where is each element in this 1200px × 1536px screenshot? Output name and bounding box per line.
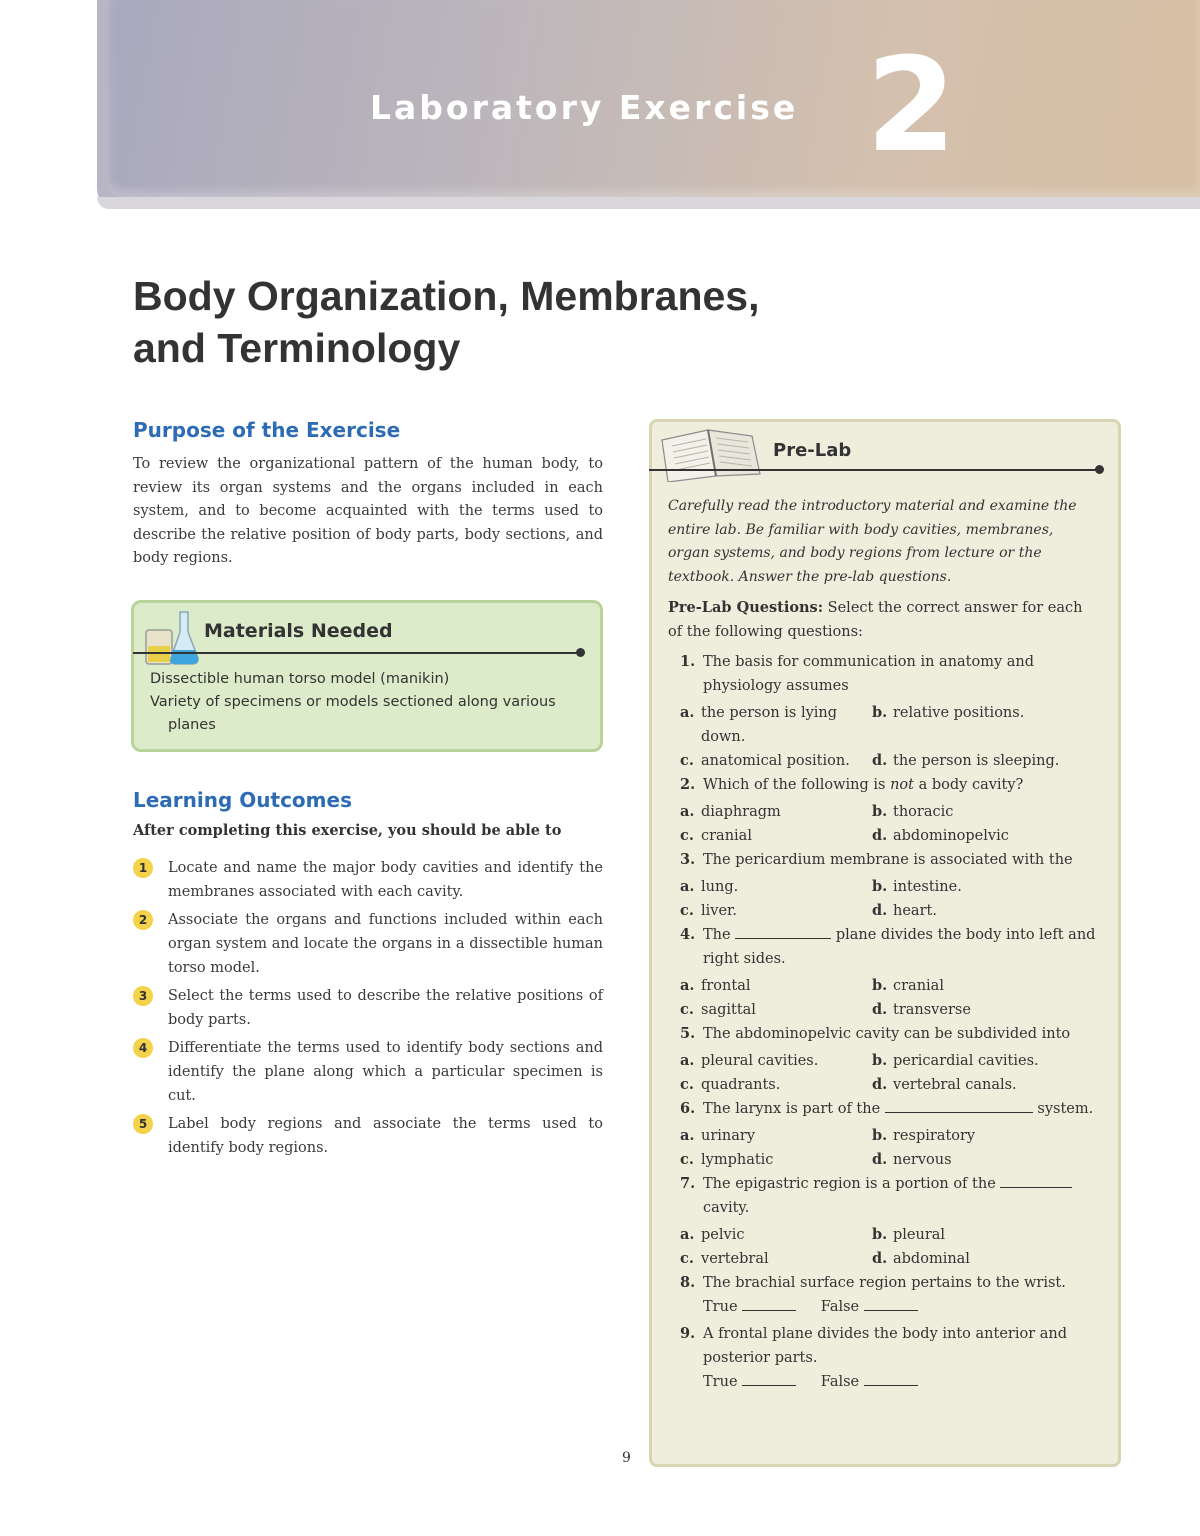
question-text: The brachial surface region pertains to the wrist. [703,1275,1066,1291]
question-item [668,848,1108,872]
option-letter: d. [872,1001,888,1018]
outcome-item [133,984,603,1032]
fill-in-blank[interactable] [885,1098,1033,1113]
fill-in-blank[interactable] [1000,1173,1072,1188]
learning-outcomes-list [133,856,603,1164]
outcome-text: Locate and name the major body cavities and identify the membranes associated with each cavity. [168,860,603,900]
option-text: pleural cavities. [701,1053,819,1069]
question-options [668,800,1108,848]
answer-option[interactable] [680,899,872,923]
question-text: Which of the following is [703,777,891,793]
option-letter: a. [680,704,695,721]
answer-option[interactable] [872,899,1072,923]
answer-option[interactable] [872,824,1072,848]
outcome-text: Differentiate the terms used to identify body sections and identify the plane along which a particular specimen is cut. [168,1040,603,1104]
lab-exercise-label: Laboratory Exercise [370,88,799,127]
outcome-number-badge: 2 [133,910,153,930]
option-text: pericardial cavities. [893,1053,1039,1069]
option-letter: a. [680,1127,695,1144]
option-letter: d. [872,827,888,844]
question-number: 3. [680,851,696,868]
question-item [668,1097,1108,1121]
option-text: quadrants. [701,1077,781,1093]
question-item [668,1022,1108,1046]
question-options [668,974,1108,1022]
true-false-answer [703,1295,1108,1319]
answer-option[interactable] [872,1049,1072,1073]
answer-option[interactable] [680,1073,872,1097]
option-text: diaphragm [701,804,781,820]
question-number: 5. [680,1025,696,1042]
option-letter: a. [680,803,695,820]
materials-item: Variety of specimens or models sectioned along various planes [150,694,556,733]
question-number: 6. [680,1100,696,1117]
option-text: urinary [701,1128,756,1144]
question-item [668,1271,1108,1319]
prelab-divider-dot [1095,465,1104,474]
option-text: lung. [701,879,739,895]
question-text: The epigastric region is a portion of the [703,1176,996,1192]
false-blank[interactable] [864,1371,918,1386]
false-label: False [820,1374,860,1390]
answer-option[interactable] [872,800,1072,824]
option-letter: a. [680,878,695,895]
option-text: thoracic [893,804,954,820]
prelab-instructions: Carefully read the introductory material and examine the entire lab. Be familiar with body cavities, membranes, organ systems, and body regions from lecture or the textbook. Answer the pre-lab questions. [668,498,1077,585]
answer-option[interactable] [680,998,872,1022]
answer-option[interactable] [872,875,1072,899]
false-label: False [820,1299,860,1315]
question-number: 2. [680,776,696,793]
answer-option[interactable] [680,1049,872,1073]
option-letter: c. [680,902,694,919]
option-letter: b. [872,704,888,721]
page-title-line2: and Terminology [133,325,461,371]
answer-option[interactable] [680,701,872,749]
option-letter: d. [872,752,888,769]
answer-option[interactable] [680,824,872,848]
answer-option[interactable] [872,1223,1072,1247]
outcome-text: Select the terms used to describe the relative positions of body parts. [168,988,603,1028]
answer-option[interactable] [872,974,1072,998]
answer-option[interactable] [872,998,1072,1022]
lab-flask-icon [144,608,200,668]
question-text: The larynx is part of the [703,1101,881,1117]
option-letter: b. [872,1127,888,1144]
question-options [668,1223,1108,1271]
prelab-question-list [668,650,1108,1397]
option-letter: b. [872,878,888,895]
question-text: plane divides the body into left and right sides. [703,927,1096,967]
option-text: heart. [893,903,937,919]
option-text: pleural [893,1227,946,1243]
answer-option[interactable] [872,1073,1072,1097]
false-blank[interactable] [864,1296,918,1311]
question-text: The basis for communication in anatomy and physiology assumes [703,654,1035,694]
option-text: cranial [893,978,944,994]
page-number: 9 [622,1450,631,1466]
materials-divider-dot [576,648,585,657]
option-text: cranial [701,828,752,844]
option-text: lymphatic [701,1152,774,1168]
answer-option[interactable] [872,1148,1072,1172]
outcome-item [133,908,603,980]
page-title [133,270,1033,374]
question-item [668,650,1108,698]
option-text: pelvic [701,1227,745,1243]
option-text: sagittal [701,1002,756,1018]
option-text: intestine. [893,879,962,895]
true-label: True [703,1374,738,1390]
option-letter: a. [680,1052,695,1069]
question-item [668,923,1108,971]
option-letter: c. [680,1250,694,1267]
question-number: 4. [680,926,696,943]
option-letter: a. [680,977,695,994]
page-title-line1: Body Organization, Membranes, [133,273,760,319]
materials-heading: Materials Needed [204,620,393,642]
option-text: the person is lying down. [701,705,838,745]
answer-option[interactable] [680,1124,872,1148]
prelab-divider [649,469,1101,471]
option-letter: c. [680,1001,694,1018]
true-label: True [703,1299,738,1315]
question-options [668,1049,1108,1097]
option-letter: b. [872,1226,888,1243]
option-text: nervous [893,1152,952,1168]
answer-option[interactable] [680,1223,872,1247]
option-letter: c. [680,752,694,769]
prelab-heading: Pre-Lab [773,440,852,461]
question-emphasis: not [890,777,914,793]
option-text: liver. [701,903,737,919]
question-options [668,701,1108,773]
question-number: 7. [680,1175,696,1192]
answer-option[interactable] [680,1247,872,1271]
option-letter: c. [680,1076,694,1093]
option-text: abdominopelvic [893,828,1009,844]
learning-outcomes-heading: Learning Outcomes [133,788,352,812]
answer-option[interactable] [680,974,872,998]
open-book-icon [660,426,764,482]
prelab-questions-intro [668,596,1098,644]
learning-outcomes-intro: After completing this exercise, you should be able to [133,822,562,839]
outcome-text: Label body regions and associate the terms used to identify body regions. [168,1116,603,1156]
option-text: frontal [701,978,751,994]
outcome-item [133,856,603,904]
header-banner-strip [97,197,1200,209]
question-text: The abdominopelvic cavity can be subdivided into [703,1026,1071,1042]
purpose-heading: Purpose of the Exercise [133,418,401,442]
prelab-questions-intro-text: Select the correct answer for each of the following questions: [668,600,1083,640]
answer-option[interactable] [872,749,1072,773]
question-options [668,875,1108,923]
true-blank[interactable] [742,1371,796,1386]
option-text: the person is sleeping. [893,753,1060,769]
answer-option[interactable] [872,1124,1072,1148]
lab-exercise-number: 2 [866,29,957,181]
question-text: system. [1037,1101,1094,1117]
question-text: The [703,927,731,943]
question-text: The pericardium membrane is associated with the [703,852,1073,868]
materials-divider [133,652,581,654]
question-number: 9. [680,1325,696,1342]
true-false-answer [703,1370,1108,1394]
option-text: vertebral canals. [893,1077,1017,1093]
outcome-text: Associate the organs and functions included within each organ system and locate the organs in a dissectible human torso model. [168,912,603,976]
option-letter: d. [872,1250,888,1267]
answer-option[interactable] [680,875,872,899]
outcome-number-badge: 4 [133,1038,153,1058]
question-number: 8. [680,1274,696,1291]
question-text: a body cavity? [913,777,1024,793]
answer-option[interactable] [872,1247,1072,1271]
option-letter: a. [680,1226,695,1243]
question-options [668,1124,1108,1172]
question-text: cavity. [703,1200,750,1216]
option-letter: d. [872,902,888,919]
answer-option[interactable] [680,800,872,824]
true-blank[interactable] [742,1296,796,1311]
option-text: vertebral [701,1251,769,1267]
outcome-number-badge: 5 [133,1114,153,1134]
answer-option[interactable] [680,1148,872,1172]
outcome-item [133,1112,603,1160]
fill-in-blank[interactable] [735,924,831,939]
question-item [668,773,1108,797]
option-letter: c. [680,827,694,844]
outcome-number-badge: 1 [133,858,153,878]
option-letter: b. [872,977,888,994]
question-item [668,1322,1108,1394]
outcome-item [133,1036,603,1108]
question-item [668,1172,1108,1220]
option-letter: d. [872,1151,888,1168]
answer-option[interactable] [680,749,872,773]
question-number: 1. [680,653,696,670]
question-text: A frontal plane divides the body into anterior and posterior parts. [703,1326,1068,1366]
outcome-number-badge: 3 [133,986,153,1006]
option-text: relative positions. [893,705,1025,721]
materials-item: Dissectible human torso model (manikin) [150,671,450,687]
option-letter: b. [872,1052,888,1069]
option-text: respiratory [893,1128,976,1144]
option-letter: c. [680,1151,694,1168]
materials-list [150,668,570,737]
purpose-text: To review the organizational pattern of the human body, to review its organ systems and the organs included in each system, and to become acquainted with the terms used to describe the relative position of body parts, body sections, and body regions. [133,456,603,566]
prelab-questions-label: Pre-Lab Questions: [668,599,824,616]
option-text: anatomical position. [701,753,850,769]
option-text: transverse [893,1002,971,1018]
option-letter: b. [872,803,888,820]
option-letter: d. [872,1076,888,1093]
option-text: abdominal [893,1251,970,1267]
answer-option[interactable] [872,701,1072,749]
